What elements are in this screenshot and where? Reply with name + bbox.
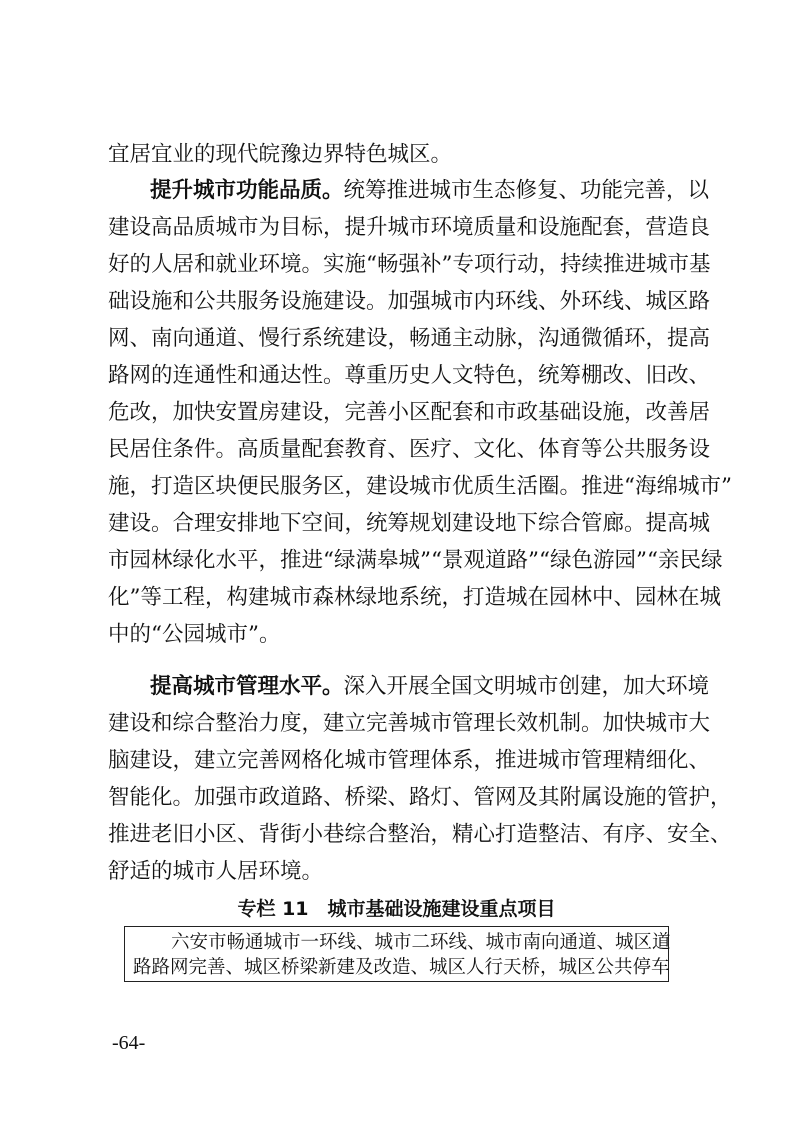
page-number: -64- <box>112 1032 146 1054</box>
box-title: 专栏 11 城市基础设施建设重点项目 <box>237 898 556 920</box>
box-line: 六安市畅通城市一环线、城市二环线、城市南向通道、城区道 <box>171 932 671 953</box>
paragraph-line: 危改，加快安置房建设，完善小区配套和市政基础设施，改善居 <box>108 400 711 425</box>
paragraph-text: 深入开展全国文明城市创建，加大环境 <box>343 674 710 699</box>
paragraph-first-line <box>150 672 710 702</box>
paragraph-line: 脑建设，建立完善网格化城市管理体系，推进城市管理精细化、 <box>108 748 711 773</box>
paragraph-line: 智能化。加强市政道路、桥梁、路灯、管网及其附属设施的管护， <box>108 785 732 810</box>
paragraph-line: 建设和综合整治力度，建立完善城市管理长效机制。加快城市大 <box>108 711 711 736</box>
paragraph-line: 好的人居和就业环境。实施“畅强补”专项行动，持续推进城市基 <box>108 252 711 277</box>
paragraph-line: 路网的连通性和通达性。尊重历史人文特色，统筹棚改、旧改、 <box>108 363 711 388</box>
paragraph-line: 中的“公园城市”。 <box>108 622 281 647</box>
paragraph-line: 建设。合理安排地下空间，统筹规划建设地下综合管廊。提高城 <box>108 511 711 536</box>
paragraph-line: 化”等工程，构建城市森林绿地系统，打造城在园林中、园林在城 <box>108 585 721 610</box>
project-box <box>124 926 669 982</box>
paragraph-line: 施，打造区块便民服务区，建设城市优质生活圈。推进“海绵城市” <box>108 474 732 499</box>
paragraph-line: 础设施和公共服务设施建设。加强城市内环线、外环线、城区路 <box>108 289 711 314</box>
paragraph-line: 网、南向通道、慢行系统建设，畅通主动脉，沟通微循环，提高 <box>108 326 711 351</box>
paragraph-heading: 提高城市管理水平。 <box>150 674 344 699</box>
paragraph-line: 建设高品质城市为目标，提升城市环境质量和设施配套，营造良 <box>108 215 711 240</box>
paragraph-first-line <box>150 176 710 206</box>
paragraph-heading: 提升城市功能品质。 <box>150 178 344 203</box>
paragraph-line: 民居住条件。高质量配套教育、医疗、文化、体育等公共服务设 <box>108 437 711 462</box>
paragraph-line: 舒适的城市人居环境。 <box>108 859 324 884</box>
paragraph-line: 推进老旧小区、背街小巷综合整治，精心打造整洁、有序、安全、 <box>108 822 732 847</box>
paragraph-text: 统筹推进城市生态修复、功能完善，以 <box>343 178 710 203</box>
box-line: 路路网完善、城区桥梁新建及改造、城区人行天桥，城区公共停车 <box>133 957 670 978</box>
paragraph-line: 宜居宜业的现代皖豫边界特色城区。 <box>108 142 453 167</box>
paragraph-line: 市园林绿化水平，推进“绿满皋城”“景观道路”“绿色游园”“亲民绿 <box>108 548 723 573</box>
